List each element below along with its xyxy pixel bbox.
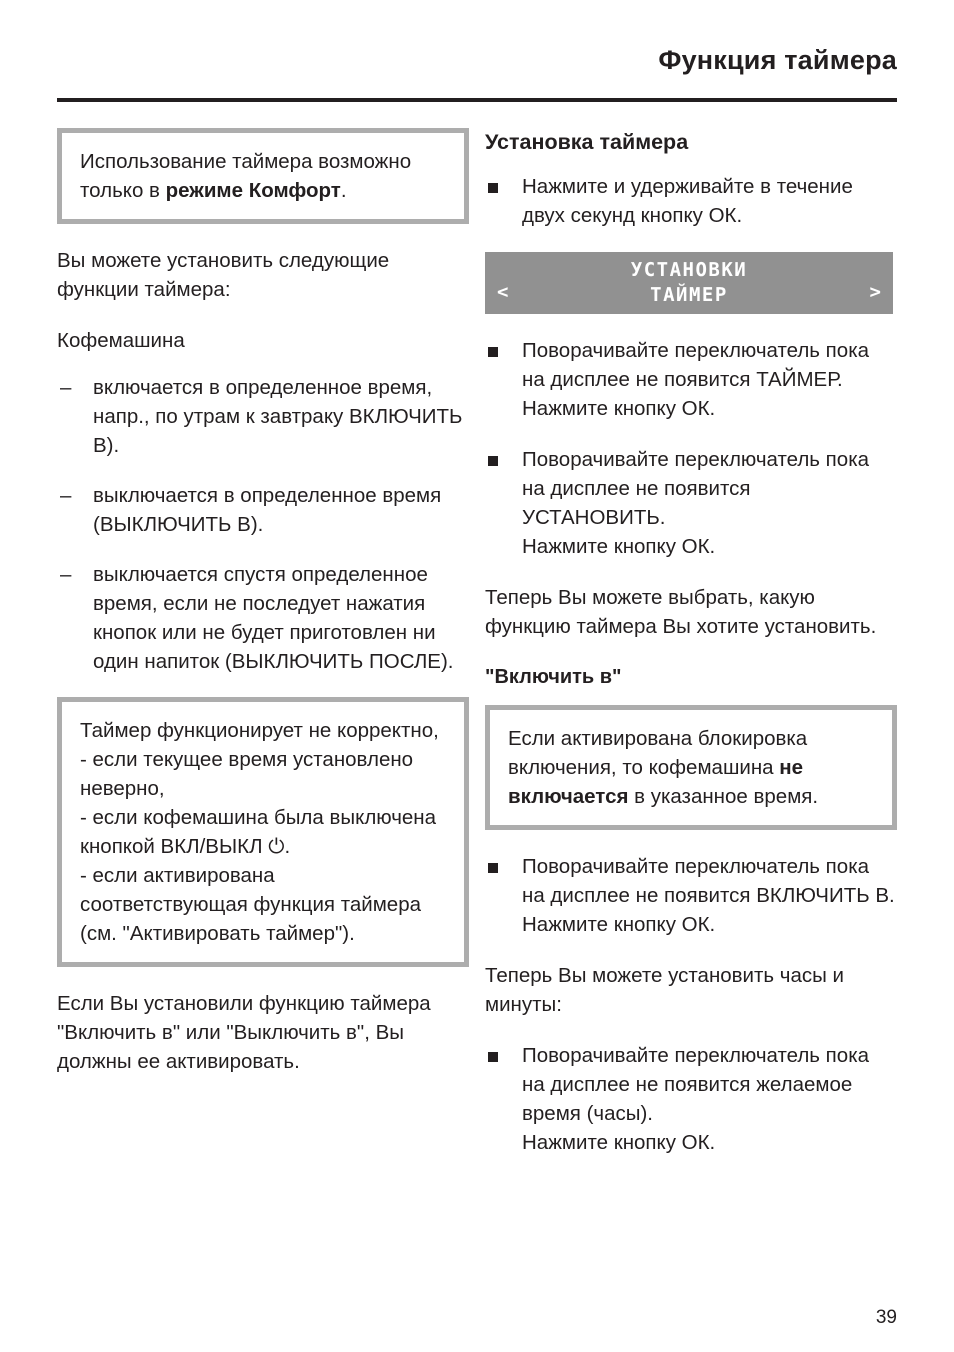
display-text [485, 258, 893, 308]
paragraph-choose-function: Теперь Вы можете выбрать, какую функцию таймера Вы хотите установить. [485, 586, 877, 638]
instruction-step-label: Поворачивайте переключатель пока на дисплее не появится УСТАНОВИТЬ. Нажмите кнопку ОК. [522, 448, 870, 558]
note-box-lockout-text [508, 724, 876, 811]
page-header [57, 44, 897, 76]
malfunction-line-1: Таймер функционирует не корректно, [80, 719, 439, 742]
page-number: 39 [875, 1307, 897, 1328]
note-box-timer-malfunction [57, 697, 469, 967]
malfunction-line-2: - если текущее время установлено неверно, [80, 748, 414, 800]
instruction-step [485, 1041, 897, 1157]
square-bullet-icon [488, 863, 498, 873]
instruction-step [485, 445, 897, 561]
note-box-timer-malfunction-text [80, 716, 448, 948]
instruction-step [485, 852, 897, 939]
sub-heading-switch-on-at: "Включить в" [485, 666, 622, 688]
display-line-2: ТАЙМЕР [650, 284, 728, 306]
note-text-before-bold: Использование таймера возможно только в [80, 150, 412, 202]
lockout-text-after-bold: в указанное время. [628, 785, 819, 808]
note-box-comfort-mode [57, 128, 469, 224]
list-item-label: выключается в определенное время (ВЫКЛЮЧИТЬ В). [93, 484, 442, 536]
display-line-1: УСТАНОВКИ [630, 259, 748, 281]
intro-paragraph: Вы можете установить следующие функции таймера: [57, 249, 390, 301]
instruction-step [485, 172, 897, 230]
note-text-bold: режиме Комфорт [165, 179, 341, 202]
square-bullet-icon [488, 347, 498, 357]
lockout-text-before-bold: Если активирована блокировка включения, то кофемашина [508, 727, 808, 779]
instruction-step-label: Поворачивайте переключатель пока на дисплее не появится ВКЛЮЧИТЬ В. Нажмите кнопку ОК. [522, 855, 895, 936]
square-bullet-icon [488, 1052, 498, 1062]
square-bullet-icon [488, 456, 498, 466]
header-divider [57, 98, 897, 102]
instruction-step-label: Поворачивайте переключатель пока на дисплее не появится ТАЙМЕР. Нажмите кнопку ОК. [522, 339, 870, 420]
chevron-left-icon: < [497, 281, 509, 303]
list-item [57, 481, 469, 539]
paragraph-set-hours-minutes: Теперь Вы можете установить часы и минуты: [485, 964, 844, 1016]
list-item-label: включается в определенное время, напр., по утрам к завтраку ВКЛЮЧИТЬ В). [93, 376, 463, 457]
malfunction-line-3a: - если кофемашина была выключена кнопкой ВКЛ/ВЫКЛ [80, 806, 437, 858]
machine-display-graphic [485, 252, 893, 314]
instruction-step-label: Поворачивайте переключатель пока на дисплее не появится желаемое время (часы). Нажмите кнопку ОК. [522, 1044, 870, 1154]
note-box-lockout [485, 705, 897, 830]
list-item-label: выключается спустя определенное время, если не последует нажатия кнопок или не будет приготовлен ни один напиток (ВЫКЛЮЧИТЬ ПОСЛЕ). [93, 563, 454, 673]
square-bullet-icon [488, 183, 498, 193]
note-text-after-bold: . [340, 179, 347, 202]
list-item [57, 560, 469, 676]
dash-marker-icon: – [60, 484, 72, 507]
subject-label: Кофемашина [57, 329, 185, 352]
lockout-text-bold: не включается [508, 756, 804, 808]
dash-marker-icon: – [60, 563, 72, 586]
closing-paragraph: Если Вы установили функцию таймера "Включить в" или "Выключить в", Вы должны ее активировать. [57, 992, 431, 1073]
instruction-step [485, 336, 897, 423]
timer-function-list [57, 373, 469, 676]
left-column [57, 128, 469, 1098]
list-item [57, 373, 469, 460]
note-box-comfort-mode-text [80, 147, 448, 205]
section-heading-timer-setup: Установка таймера [485, 130, 689, 154]
malfunction-line-4: - если активирована соответствующая функция таймера (см. "Активировать таймер"). [80, 864, 422, 945]
chevron-right-icon: > [869, 281, 881, 303]
page-title: Функция таймера [658, 45, 897, 75]
right-column [485, 128, 897, 1179]
power-icon: ⏻ [268, 835, 285, 858]
malfunction-line-3b: . [284, 835, 291, 858]
instruction-step-label: Нажмите и удерживайте в течение двух секунд кнопку ОК. [522, 175, 853, 227]
dash-marker-icon: – [60, 376, 72, 399]
